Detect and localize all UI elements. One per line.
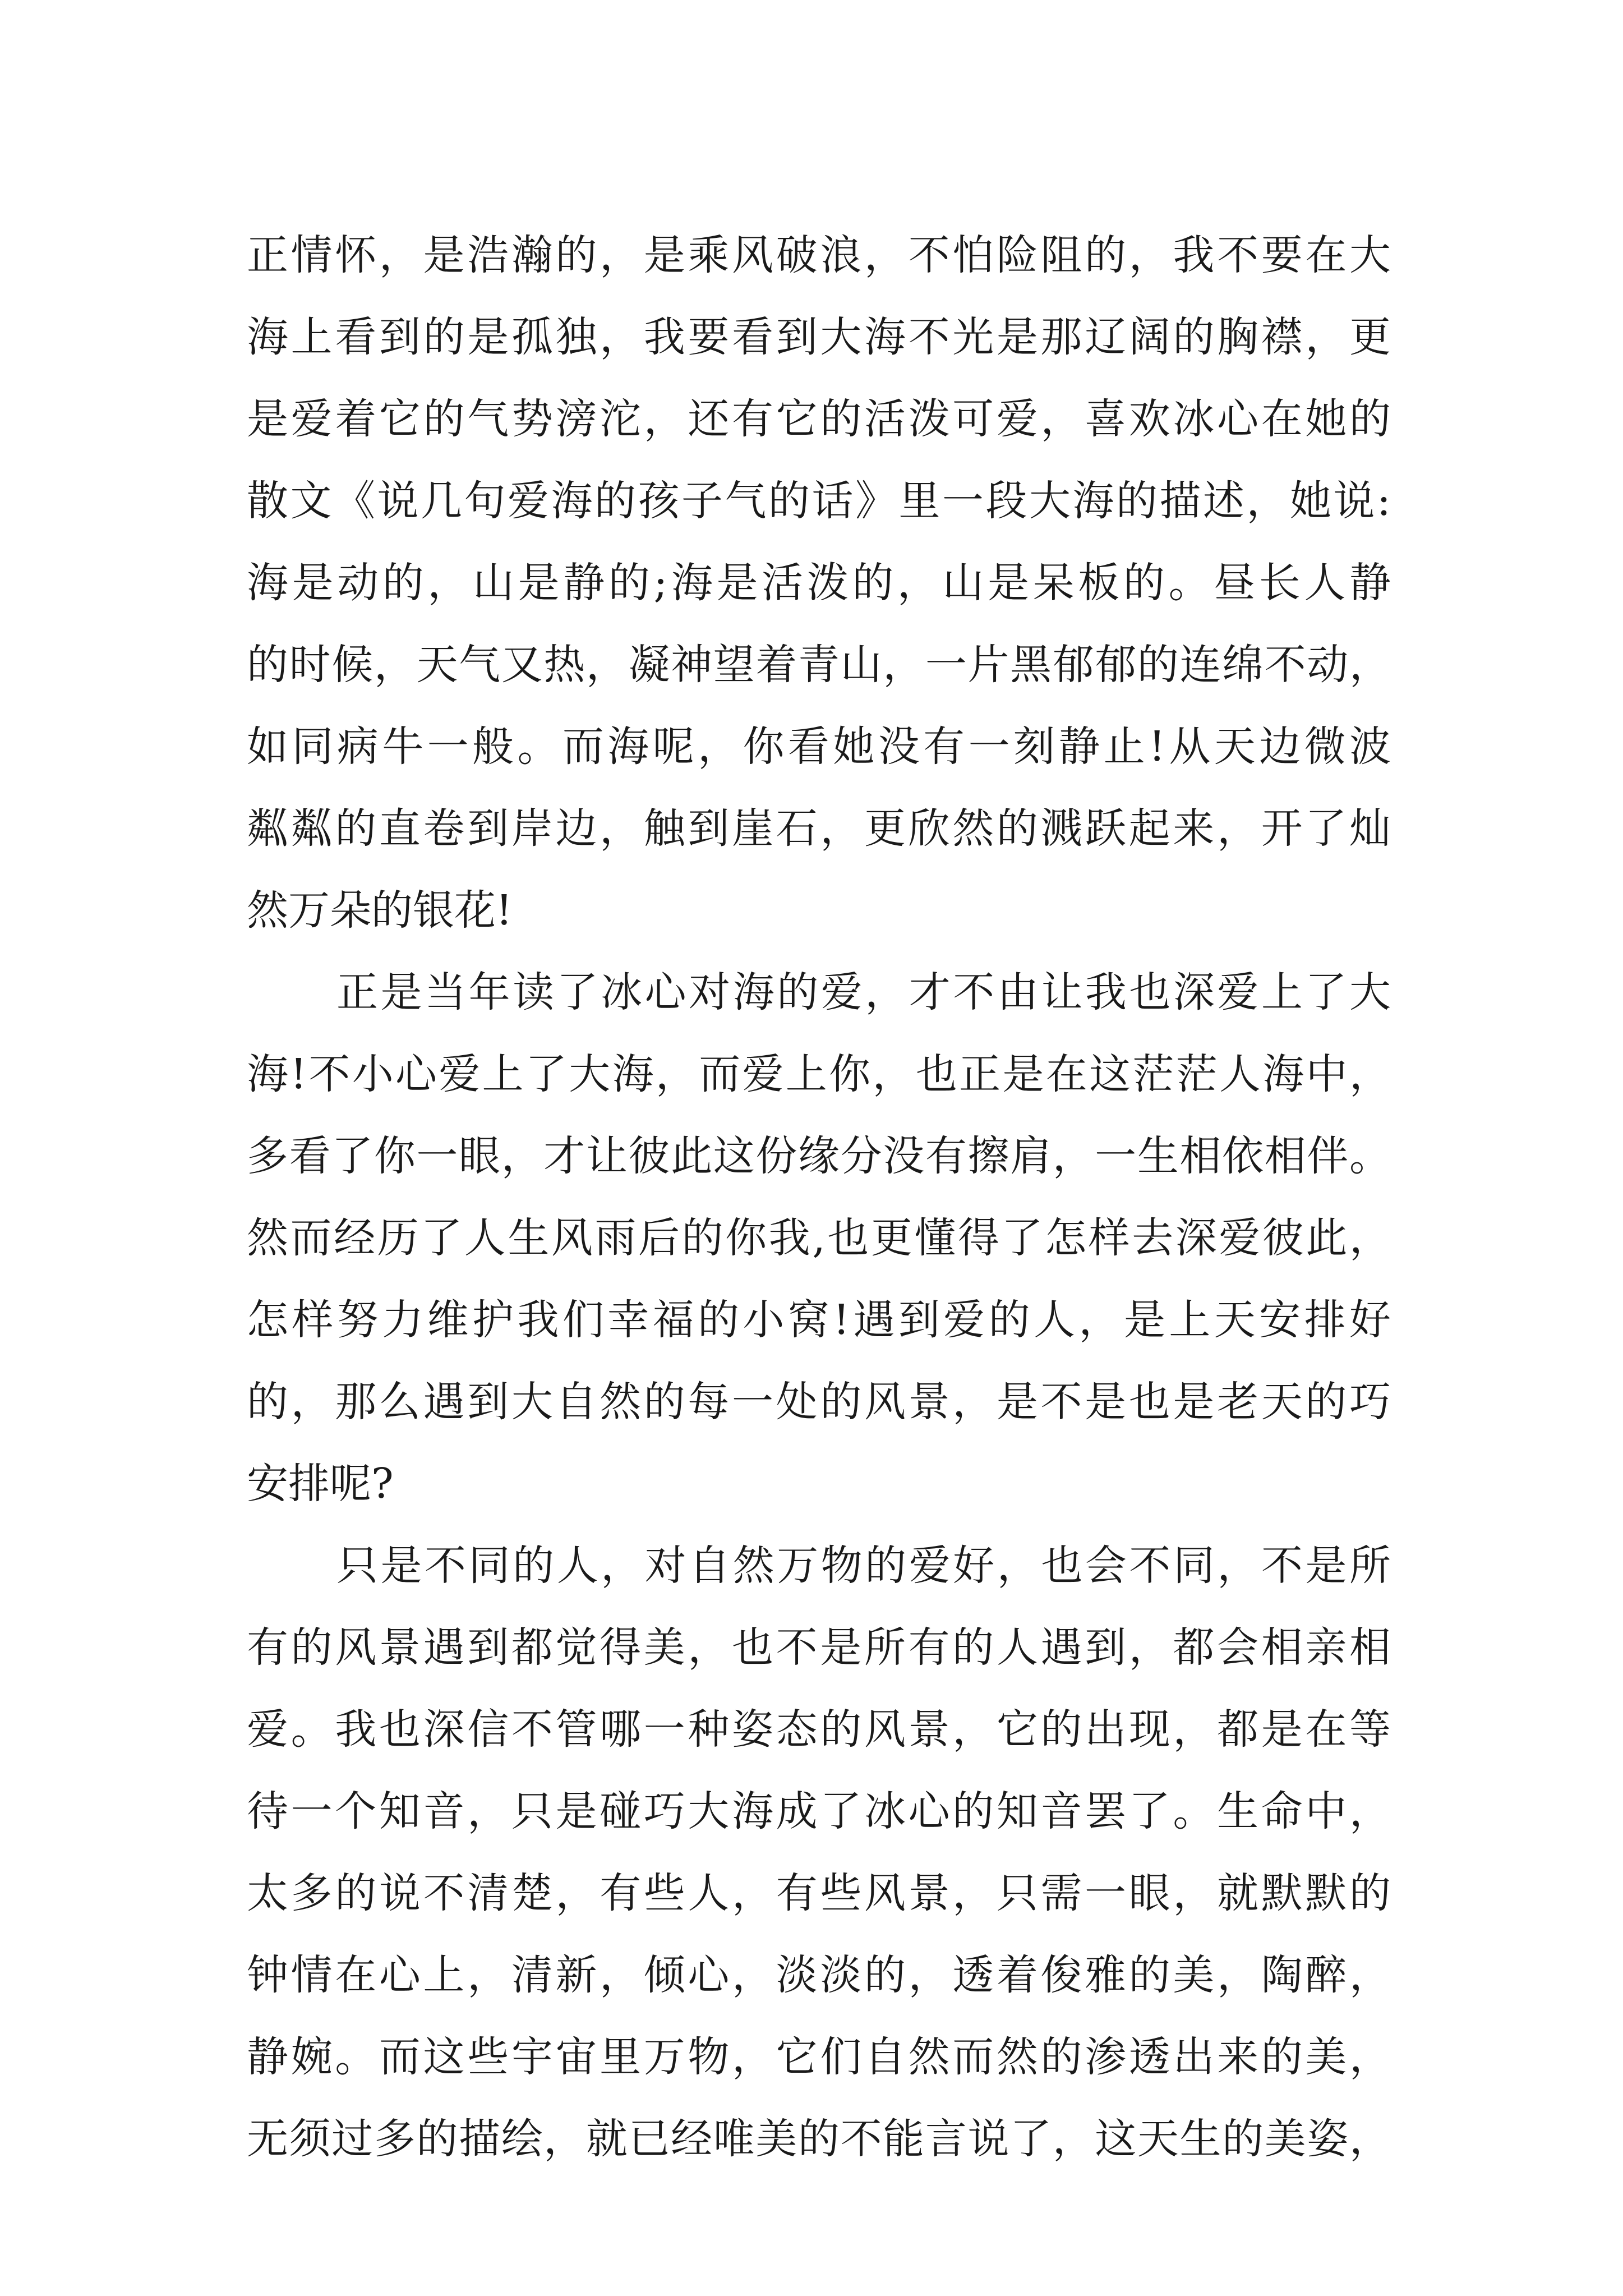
text-line: 钟情在心上，清新，倾心，淡淡的，透着俊雅的美，陶醉， [247, 1951, 1391, 1999]
text-line: 的时候，天气又热，凝神望着青山，一片黑郁郁的连绵不动， [247, 641, 1391, 689]
text-line: 安排呢? [247, 1460, 394, 1508]
text-line: 太多的说不清楚，有些人，有些风景，只需一眼，就默默的 [247, 1869, 1391, 1917]
text-line: 然万朵的银花! [247, 886, 513, 935]
text-line: 散文《说几句爱海的孩子气的话》里一段大海的描述，她说: [247, 477, 1391, 525]
paragraph-first-line: 只是不同的人，对自然万物的爱好，也会不同，不是所 [336, 1542, 1391, 1590]
text-line: 是爱着它的气势滂沱，还有它的活泼可爱，喜欢冰心在她的 [247, 395, 1391, 443]
text-line: 粼粼的直卷到岸边，触到崖石，更欣然的溅跃起来，开了灿 [247, 804, 1391, 853]
paragraph-first-line: 正是当年读了冰心对海的爱，才不由让我也深爱上了大 [336, 968, 1391, 1016]
body-text [247, 214, 1391, 2180]
text-line: 然而经历了人生风雨后的你我,也更懂得了怎样去深爱彼此， [247, 1214, 1391, 1262]
text-line: 海!不小心爱上了大海，而爱上你，也正是在这茫茫人海中， [247, 1050, 1391, 1098]
text-line: 静婉。而这些宇宙里万物，它们自然而然的渗透出来的美， [247, 2033, 1391, 2081]
text-line: 如同病牛一般。而海呢，你看她没有一刻静止!从天边微波 [247, 723, 1391, 771]
text-line: 海是动的，山是静的;海是活泼的，山是呆板的。昼长人静 [247, 559, 1391, 607]
text-line: 无须过多的描绘，就已经唯美的不能言说了，这天生的美姿， [247, 2115, 1391, 2163]
text-line: 正情怀，是浩瀚的，是乘风破浪，不怕险阻的，我不要在大 [247, 231, 1391, 279]
text-line: 有的风景遇到都觉得美，也不是所有的人遇到，都会相亲相 [247, 1623, 1391, 1672]
text-line: 爱。我也深信不管哪一种姿态的风景，它的出现，都是在等 [247, 1705, 1391, 1754]
text-line: 待一个知音，只是碰巧大海成了冰心的知音罢了。生命中， [247, 1787, 1391, 1835]
text-line: 多看了你一眼，才让彼此这份缘分没有擦肩，一生相依相伴。 [247, 1132, 1391, 1180]
text-line: 怎样努力维护我们幸福的小窝!遇到爱的人，是上天安排好 [247, 1296, 1391, 1344]
text-line: 海上看到的是孤独，我要看到大海不光是那辽阔的胸襟，更 [247, 313, 1391, 361]
text-line: 的，那么遇到大自然的每一处的风景，是不是也是老天的巧 [247, 1378, 1391, 1426]
